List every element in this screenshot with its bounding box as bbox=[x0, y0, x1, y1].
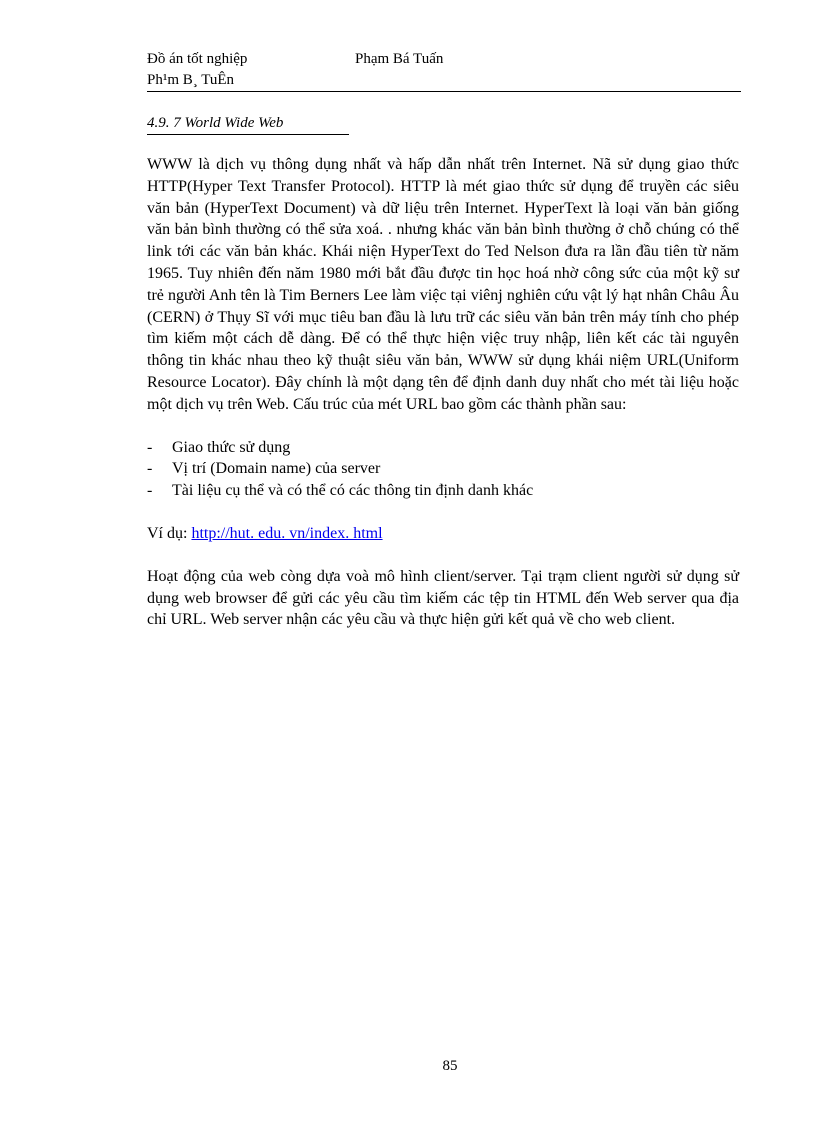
header-title: Đồ án tốt nghiệp bbox=[147, 51, 248, 67]
list-item-text: Tài liệu cụ thể và có thể có các thông tin định danh khác bbox=[172, 482, 534, 500]
url-components-list bbox=[147, 437, 739, 502]
list-item bbox=[147, 480, 739, 502]
list-item bbox=[147, 437, 739, 459]
section-title: 4.9. 7 World Wide Web bbox=[147, 113, 349, 135]
bullet-dash: - bbox=[147, 438, 153, 456]
example-url-link[interactable]: http://hut. edu. vn/index. html bbox=[191, 524, 383, 542]
page-number: 85 bbox=[442, 1058, 458, 1074]
paragraph-www-intro: WWW là dịch vụ thông dụng nhất và hấp dẫn nhất trên Internet. Nã sử dụng giao thức HTTP(Hyper Text Transfer Protocol). HTTP là mét giao thức sử dụng để truyền các siêu văn bản (HyperText Document) và dữ liệu trên Internet. HyperText là loại văn bản giống văn bản bình thường có thể sửa xoá. . nhưng khác văn bản bình thường ở chỗ chúng có thể link tới các văn bản khác. Khái niện HyperText do Ted Nelson đưa ra lần đầu tiên từ năm 1965. Tuy nhiên đến năm 1980 mới bắt đầu được tin học hoá nhờ công sức của một kỹ sư trẻ người Anh tên là Tim Berners Lee làm việc tại viênj nghiên cứu vật lý hạt nhân Châu Âu (CERN) ở Thụy Sĩ với mục tiêu ban đầu là lưu trữ các siêu văn bản trên máy tính cho phép tìm kiếm một cách dễ dàng. Để có thể thực hiện việc truy nhập, liên kết các tài nguyên thông tin khác nhau theo kỹ thuật siêu văn bản, WWW sử dụng khái niệm URL(Uniform Resource Locator). Đây chính là một dạng tên để định danh duy nhất cho mét tài liệu hoặc một dịch vụ trên Web. Cấu trúc của mét URL bao gồm các thành phần sau: bbox=[147, 156, 739, 413]
list-item-text: Vị trí (Domain name) của server bbox=[172, 460, 381, 478]
header-author: Phạm Bá Tuấn bbox=[355, 51, 444, 67]
list-item bbox=[147, 458, 739, 480]
bullet-dash: - bbox=[147, 460, 153, 478]
running-header bbox=[147, 49, 247, 91]
header-divider bbox=[147, 91, 741, 92]
paragraph-web-operation: Hoạt động của web còng dựa voà mô hình client/server. Tại trạm client người sử dụng sử dụng web browser để gửi các yêu cầu tìm kiếm các tệp tin HTML đến Web server qua địa chỉ URL. Web server nhận các yêu cầu và thực hiện gửi kết quả về cho web client. bbox=[147, 567, 739, 629]
header-author-garbled: Ph¹m B¸ TuÊn bbox=[147, 72, 235, 88]
example-label: Ví dụ: bbox=[147, 524, 188, 542]
list-item-text: Giao thức sử dụng bbox=[172, 438, 291, 456]
main-content bbox=[147, 154, 739, 631]
example-line bbox=[147, 523, 739, 545]
bullet-dash: - bbox=[147, 482, 153, 500]
